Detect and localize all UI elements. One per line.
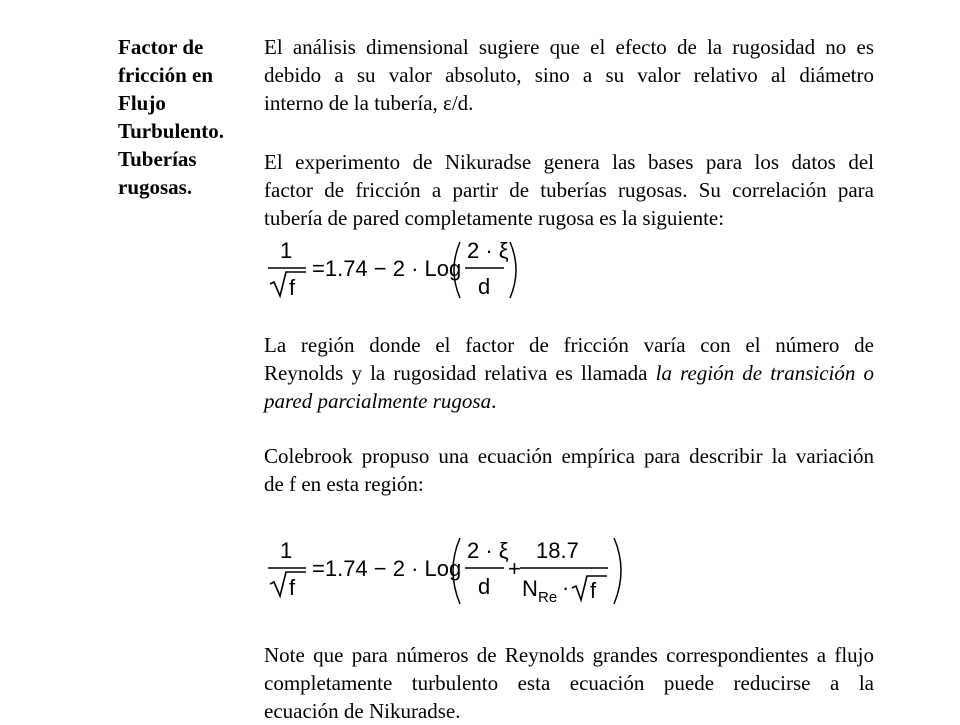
eq-plus: + bbox=[508, 556, 521, 581]
text-line: de f en esta región: bbox=[264, 472, 424, 496]
equation-graphic bbox=[264, 234, 524, 304]
eq-numerator-one: 1 bbox=[280, 238, 293, 263]
text-line: El experimento de Nikuradse genera las bases para los datos del bbox=[264, 150, 874, 174]
eq-sqrt-f: f bbox=[590, 578, 597, 603]
eq-reynolds-n: N bbox=[522, 576, 538, 601]
eq-fraction2-num: 18.7 bbox=[536, 538, 579, 563]
eq-fraction-den: d bbox=[478, 274, 491, 299]
text-line: Note que para números de Reynolds grandes correspondientes a flujo bbox=[264, 643, 874, 667]
eq-rhs: =1.74 − 2 · Log bbox=[312, 556, 462, 581]
colebrook-equation bbox=[264, 532, 624, 616]
text-line: ecuación de Nikuradse. bbox=[264, 699, 461, 723]
nikuradse-equation bbox=[264, 234, 524, 310]
eq-sqrt-f: f bbox=[289, 575, 296, 600]
text-line: El análisis dimensional sugiere que el efecto de la rugosidad no es bbox=[264, 35, 874, 59]
text-line: factor de fricción a partir de tuberías rugosas. Su correlación para bbox=[264, 178, 874, 202]
text-italic: la región de transición o bbox=[655, 361, 875, 385]
eq-reynolds-sub: Re bbox=[538, 589, 558, 606]
text-plain: Reynolds y la rugosidad relativa es llamada bbox=[264, 361, 656, 385]
section-title: Factor de fricción en Flujo Turbulento. Tuberías rugosas. bbox=[118, 35, 225, 199]
sqrt-icon bbox=[270, 272, 306, 296]
equation-graphic bbox=[264, 532, 624, 610]
paragraph-rugosidad-relativa bbox=[264, 33, 874, 117]
paragraph-colebrook bbox=[264, 442, 874, 498]
text-line bbox=[264, 387, 874, 415]
text-plain: . bbox=[491, 389, 497, 413]
paragraph-nikuradse bbox=[264, 148, 874, 232]
right-paren-icon bbox=[614, 538, 621, 604]
paragraph-nota bbox=[264, 641, 874, 725]
text-line: tubería de pared completamente rugosa es la siguiente: bbox=[264, 206, 725, 230]
text-line bbox=[264, 359, 874, 387]
text-line: Colebrook propuso una ecuación empírica para describir la variación bbox=[264, 444, 874, 468]
eq-dot: · bbox=[562, 575, 570, 600]
eq-fraction1-den: d bbox=[478, 574, 491, 599]
eq-fraction1-num: 2 · ξ bbox=[467, 538, 509, 563]
text-italic: pared parcialmente rugosa bbox=[264, 389, 492, 413]
eq-numerator-one: 1 bbox=[280, 538, 293, 563]
text-line: debido a su valor absoluto, sino a su valor relativo al diámetro bbox=[264, 63, 874, 87]
eq-sqrt-f: f bbox=[289, 275, 296, 300]
text-line: completamente turbulento esta ecuación puede reducirse a la bbox=[264, 671, 874, 695]
right-paren-icon bbox=[510, 242, 516, 298]
paragraph-region-transicion bbox=[264, 331, 874, 415]
eq-fraction-num: 2 · ξ bbox=[467, 238, 509, 263]
text-line: interno de la tubería, ε/d. bbox=[264, 91, 474, 115]
eq-rhs: =1.74 − 2 · Log bbox=[312, 256, 462, 281]
sqrt-icon bbox=[270, 572, 306, 596]
text-line: La región donde el factor de fricción varía con el número de bbox=[264, 333, 874, 357]
